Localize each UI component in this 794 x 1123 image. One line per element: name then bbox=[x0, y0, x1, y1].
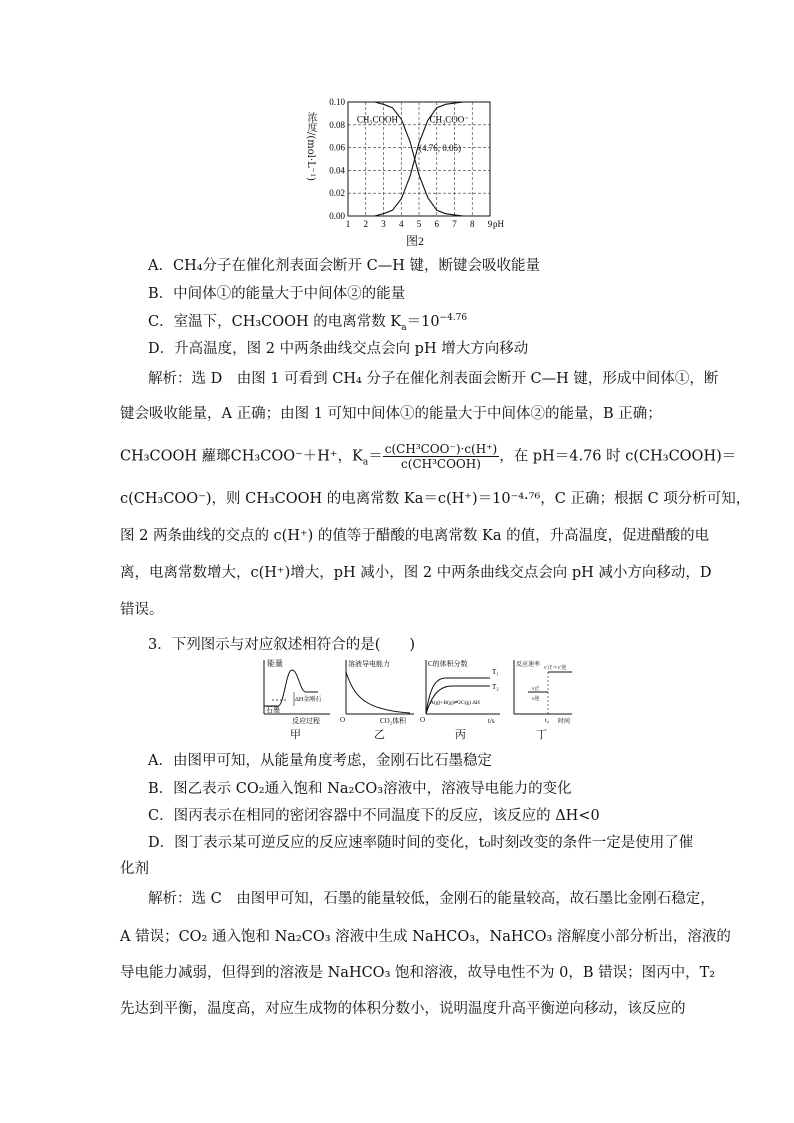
q2-option-d: D．升高温度，图 2 中两条曲线交点会向 pH 增大方向移动 bbox=[148, 341, 529, 357]
q2-option-a: A．CH₄分子在催化剂表面会断开 C—H 键，断键会吸收能量 bbox=[148, 258, 540, 274]
figure-yi-caption: 乙 bbox=[374, 729, 385, 741]
curve-label-ch3coo: CH₃COO⁻ bbox=[429, 114, 470, 125]
figure-yi bbox=[340, 656, 420, 726]
q3-option-a: A．由图甲可知，从能量角度考虑，金刚石比石墨稳定 bbox=[148, 753, 492, 769]
q2-analysis-5: 图 2 两条曲线的交点的 c(H⁺) 的值等于醋酸的电离常数 Ka 的值，升高温度，促进醋酸的电 bbox=[120, 528, 710, 544]
q3-option-c: C．图丙表示在相同的密闭容器中不同温度下的反应，该反应的 ΔH<0 bbox=[148, 808, 600, 824]
bing-eq: A(g)+B(g)⇌2C(g) ΔH bbox=[430, 700, 480, 706]
figure-2-caption: 图2 bbox=[406, 234, 425, 248]
q2-analysis-4: c(CH₃COO⁻)，则 CH₃COOH 的电离常数 Ka＝c(H⁺)＝10⁻⁴·⁷⁶，C 正确；根据 C 项分析可知， bbox=[120, 491, 751, 507]
jia-xlabel: 反应过程 bbox=[292, 717, 320, 725]
x-tick-label: 5 bbox=[416, 219, 422, 229]
y-tick-label: 0.00 bbox=[329, 211, 345, 221]
q2-analysis-6: 离，电离常数增大，c(H⁺)增大，pH 减小，图 2 中两条曲线交点会向 pH 减小方向移动，D bbox=[120, 565, 712, 581]
curve-label-ch3cooh: CH₃COOH bbox=[356, 114, 399, 125]
figure-ding bbox=[508, 656, 580, 726]
ding-v1: v′正＝v′逆 bbox=[544, 666, 567, 671]
y-tick-label: 0.10 bbox=[329, 97, 345, 107]
x-tick-label: 9 bbox=[487, 219, 493, 229]
bing-t1: T₁ bbox=[492, 668, 499, 676]
q3-stem: 3．下列图示与对应叙述相符合的是( ) bbox=[148, 637, 416, 653]
bing-xlabel: t/s bbox=[488, 717, 495, 725]
svg-text:O: O bbox=[340, 716, 346, 724]
figure-bing-caption: 丙 bbox=[455, 729, 466, 741]
q2-option-b: B．中间体①的能量大于中间体②的能量 bbox=[148, 286, 406, 302]
y-tick-label: 0.02 bbox=[329, 188, 345, 199]
x-tick-label: 6 bbox=[434, 219, 439, 229]
figure-2-ylabel: 浓度/(mol·L⁻¹) bbox=[305, 112, 316, 181]
ding-v3: v逆 bbox=[532, 697, 540, 702]
x-axis-label: pH bbox=[493, 219, 504, 229]
figure-bing bbox=[420, 656, 508, 726]
ding-t0: t₀ bbox=[545, 718, 549, 724]
svg-text:O: O bbox=[420, 716, 426, 724]
y-tick-label: 0.04 bbox=[329, 165, 345, 176]
ding-xlabel: 时间 bbox=[558, 719, 571, 725]
q2-option-c: C．室温下，CH₃COOH 的电离常数 $K_a=10^{-4.76}$ bbox=[148, 313, 468, 333]
jia-ylabel: 能量 bbox=[267, 659, 283, 668]
jia-label-graphite: 石墨 bbox=[266, 706, 280, 714]
x-tick-label: 2 bbox=[363, 219, 368, 229]
q2-analysis-3: CH₃COOH 蘿瑯CH₃COO⁻＋H⁺，$K_a=$ $\frac{\text{c(CH³COO⁻)·c(H⁺)}}{\text{c(CH³COOH)}}$ ，在 pH＝4.76 时 c(CH₃COOH)＝ bbox=[120, 442, 737, 471]
q3-analysis-4: 先达到平衡，温度高，对应生成物的体积分数小，说明温度升高平衡逆向移动，该反应的 bbox=[120, 1001, 686, 1017]
yi-ylabel: 溶液导电能力 bbox=[348, 660, 390, 668]
q3-option-b: B．图乙表示 CO₂通入饱和 Na₂CO₃溶液中，溶液导电能力的变化 bbox=[148, 781, 572, 797]
q3-option-d-2: 化剂 bbox=[120, 861, 149, 877]
figure-jia-caption: 甲 bbox=[290, 729, 301, 741]
ding-ylabel: 反应速率 bbox=[516, 662, 541, 668]
ka-fraction: $\frac{\text{c(CH³COO⁻)·c(H⁺)}}{\text{c(CH³COOH)}}$ bbox=[384, 442, 498, 471]
y-tick-label: 0.08 bbox=[329, 119, 345, 130]
q3-analysis-2: A 错误；CO₂ 通入饱和 Na₂CO₃ 溶液中生成 NaHCO₃，NaHCO₃ 溶解度小部分析出，溶液的 bbox=[120, 929, 731, 945]
q3-option-d-1: D．图丁表示某可逆反应的反应速率随时间的变化，t₀时刻改变的条件一定是使用了催 bbox=[148, 835, 694, 851]
intersection-label: (4.76, 0.05) bbox=[419, 143, 461, 154]
x-tick-label: 4 bbox=[399, 219, 404, 229]
q3-analysis-3: 导电能力减弱，但得到的溶液是 NaHCO₃ 饱和溶液，故导电性不为 0，B 错误；图丙中，T₂ bbox=[120, 965, 716, 981]
q2-analysis-7: 错误。 bbox=[120, 602, 164, 618]
figure-jia bbox=[258, 656, 338, 726]
x-tick-label: 7 bbox=[452, 219, 457, 229]
jia-label-dh: ΔH金刚石 bbox=[295, 697, 322, 703]
bing-ylabel: C的体积分数 bbox=[428, 660, 468, 668]
q3-analysis-1: 解析：选 C 由图甲可知，石墨的能量较低，金刚石的能量较高，故石墨比金刚石稳定， bbox=[148, 891, 715, 907]
yi-xlabel: CO₂体积 bbox=[380, 717, 407, 725]
x-tick-label: 3 bbox=[381, 219, 386, 229]
q2-analysis-2: 键会吸收能量，A 正确；由图 1 可知中间体①的能量大于中间体②的能量，B 正确； bbox=[120, 406, 662, 422]
y-tick-label: 0.06 bbox=[329, 142, 345, 153]
x-tick-label: 8 bbox=[470, 219, 475, 229]
bing-t2: T₂ bbox=[492, 683, 499, 691]
ding-v2: v正 bbox=[532, 687, 540, 692]
figure-ding-caption: 丁 bbox=[536, 729, 547, 741]
q2-analysis-1: 解析：选 D 由图 1 可看到 CH₄ 分子在催化剂表面会断开 C—H 键，形成中间体①，断 bbox=[148, 371, 719, 387]
x-tick-label: 1 bbox=[345, 219, 351, 229]
figure-2-chart bbox=[300, 92, 510, 250]
